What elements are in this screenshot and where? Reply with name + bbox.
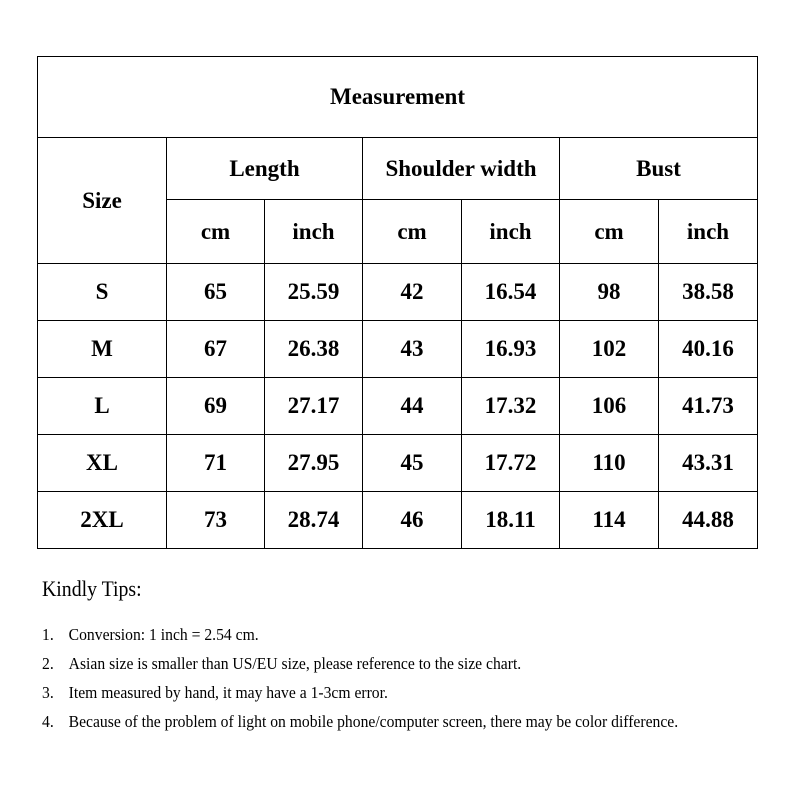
unit-header: inch <box>659 200 758 264</box>
table-title: Measurement <box>38 57 758 138</box>
measurement-cell: 43 <box>363 321 462 378</box>
measurement-cell: 42 <box>363 264 462 321</box>
measurement-cell: 17.32 <box>462 378 560 435</box>
tip-text: Because of the problem of light on mobile phone/computer screen, there may be color difference. <box>68 712 679 731</box>
unit-header: cm <box>363 200 462 264</box>
measurement-cell: 26.38 <box>265 321 363 378</box>
size-cell: S <box>38 264 167 321</box>
measurement-cell: 43.31 <box>659 435 758 492</box>
tips-list <box>42 620 742 736</box>
tip-item <box>42 707 686 736</box>
measurement-cell: 71 <box>167 435 265 492</box>
tip-text: Conversion: 1 inch = 2.54 cm. <box>68 625 259 644</box>
tip-text: Item measured by hand, it may have a 1-3cm error. <box>68 683 388 702</box>
measurement-cell: 27.17 <box>265 378 363 435</box>
measurement-cell: 106 <box>560 378 659 435</box>
measurement-cell: 25.59 <box>265 264 363 321</box>
measurement-cell: 65 <box>167 264 265 321</box>
tip-number: 3. <box>42 683 54 702</box>
tip-item <box>42 649 686 678</box>
size-header: Size <box>38 138 167 264</box>
size-cell: L <box>38 378 167 435</box>
tip-text: Asian size is smaller than US/EU size, please reference to the size chart. <box>68 654 522 673</box>
measurement-cell: 44 <box>363 378 462 435</box>
measurement-cell: 18.11 <box>462 492 560 549</box>
group-header-length: Length <box>167 138 363 200</box>
measurement-cell: 114 <box>560 492 659 549</box>
unit-header: cm <box>167 200 265 264</box>
tip-number: 1. <box>42 625 54 644</box>
measurement-cell: 45 <box>363 435 462 492</box>
measurement-cell: 28.74 <box>265 492 363 549</box>
measurement-cell: 67 <box>167 321 265 378</box>
measurement-cell: 110 <box>560 435 659 492</box>
table-row <box>38 264 758 321</box>
measurement-cell: 73 <box>167 492 265 549</box>
size-cell: M <box>38 321 167 378</box>
size-cell: 2XL <box>38 492 167 549</box>
tip-number: 2. <box>42 654 54 673</box>
table-row <box>38 435 758 492</box>
table-row <box>38 492 758 549</box>
measurement-cell: 41.73 <box>659 378 758 435</box>
tips-title: Kindly Tips: <box>42 576 142 601</box>
group-header-shoulder: Shoulder width <box>363 138 560 200</box>
measurement-cell: 102 <box>560 321 659 378</box>
measurement-cell: 44.88 <box>659 492 758 549</box>
size-cell: XL <box>38 435 167 492</box>
tip-number: 4. <box>42 712 54 731</box>
table-row <box>38 378 758 435</box>
measurement-cell: 40.16 <box>659 321 758 378</box>
unit-header: inch <box>462 200 560 264</box>
measurement-cell: 27.95 <box>265 435 363 492</box>
measurement-cell: 16.93 <box>462 321 560 378</box>
unit-header: inch <box>265 200 363 264</box>
kindly-tips <box>42 576 742 736</box>
tip-item <box>42 620 686 649</box>
measurement-cell: 17.72 <box>462 435 560 492</box>
measurement-cell: 16.54 <box>462 264 560 321</box>
measurement-cell: 98 <box>560 264 659 321</box>
tip-item <box>42 678 686 707</box>
table-row <box>38 321 758 378</box>
measurement-cell: 69 <box>167 378 265 435</box>
group-header-bust: Bust <box>560 138 758 200</box>
size-chart-table <box>37 56 758 549</box>
measurement-cell: 46 <box>363 492 462 549</box>
measurement-cell: 38.58 <box>659 264 758 321</box>
unit-header: cm <box>560 200 659 264</box>
